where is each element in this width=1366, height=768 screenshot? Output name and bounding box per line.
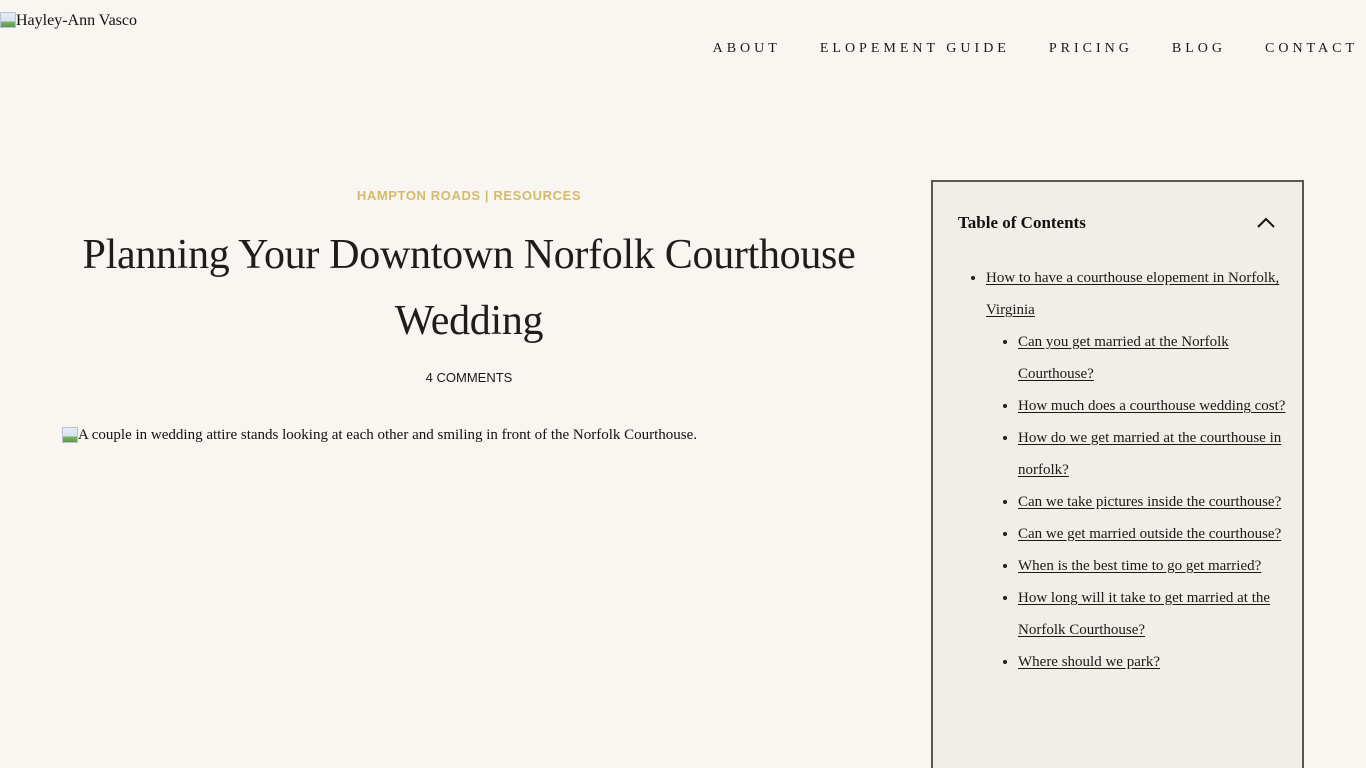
site-logo[interactable] — [0, 12, 137, 30]
toc-link-courthouse-elopement[interactable]: How to have a courthouse elopement in Norfolk, Virginia — [986, 270, 1280, 318]
category-separator: | — [480, 188, 494, 203]
post-categories — [62, 188, 876, 203]
toc-subitem — [1018, 518, 1287, 550]
toc-link-cost[interactable]: How much does a courthouse wedding cost? — [1018, 398, 1286, 414]
main-nav — [674, 41, 1358, 57]
toc-subitem — [1018, 646, 1287, 678]
table-of-contents — [931, 180, 1304, 768]
toc-link-how-long[interactable]: How long will it take to get married at the Norfolk Courthouse? — [1018, 590, 1271, 638]
category-hampton-roads[interactable]: HAMPTON ROADS — [356, 188, 481, 203]
comments-link[interactable]: 4 COMMENTS — [425, 370, 513, 385]
toc-link-best-time[interactable]: When is the best time to go get married? — [1018, 558, 1262, 574]
toc-link-how-to-get-married[interactable]: How do we get married at the courthouse in norfolk? — [1018, 430, 1282, 478]
nav-pricing[interactable]: PRICING — [1048, 41, 1133, 56]
toc-subitem — [1018, 390, 1287, 422]
hero-image-alt-text: A couple in wedding attire stands looking at each other and smiling in front of the Norfolk Courthouse. — [78, 427, 698, 443]
post-title: Planning Your Downtown Norfolk Courthouse Wedding — [82, 232, 856, 344]
broken-image-icon — [62, 427, 78, 443]
toc-link-married-outside[interactable]: Can we get married outside the courthouse? — [1018, 526, 1282, 542]
nav-elopement-guide[interactable]: ELOPEMENT GUIDE — [819, 41, 1010, 56]
toc-link-parking[interactable]: Where should we park? — [1018, 654, 1161, 670]
logo-alt-text: Hayley-Ann Vasco — [16, 12, 138, 29]
hero-image — [62, 427, 697, 444]
toc-link-can-you-get-married[interactable]: Can you get married at the Norfolk Courthouse? — [1018, 334, 1229, 382]
toc-list — [967, 262, 1287, 678]
broken-image-icon — [0, 12, 16, 28]
toc-title: Table of Contents — [958, 213, 1086, 232]
toc-subitem — [1018, 550, 1287, 582]
toc-subitem — [1018, 422, 1287, 486]
category-resources[interactable]: RESOURCES — [493, 188, 582, 203]
nav-blog[interactable]: BLOG — [1171, 41, 1226, 56]
toc-header — [958, 213, 1277, 233]
toc-item — [986, 262, 1287, 678]
toc-link-pictures-inside[interactable]: Can we take pictures inside the courthouse? — [1018, 494, 1282, 510]
toc-subitem — [1018, 582, 1287, 646]
nav-about[interactable]: ABOUT — [712, 41, 781, 56]
toc-subitem — [1018, 486, 1287, 518]
toc-subitem — [1018, 326, 1287, 390]
nav-contact[interactable]: CONTACT — [1265, 41, 1358, 56]
chevron-up-icon[interactable] — [1255, 215, 1277, 231]
